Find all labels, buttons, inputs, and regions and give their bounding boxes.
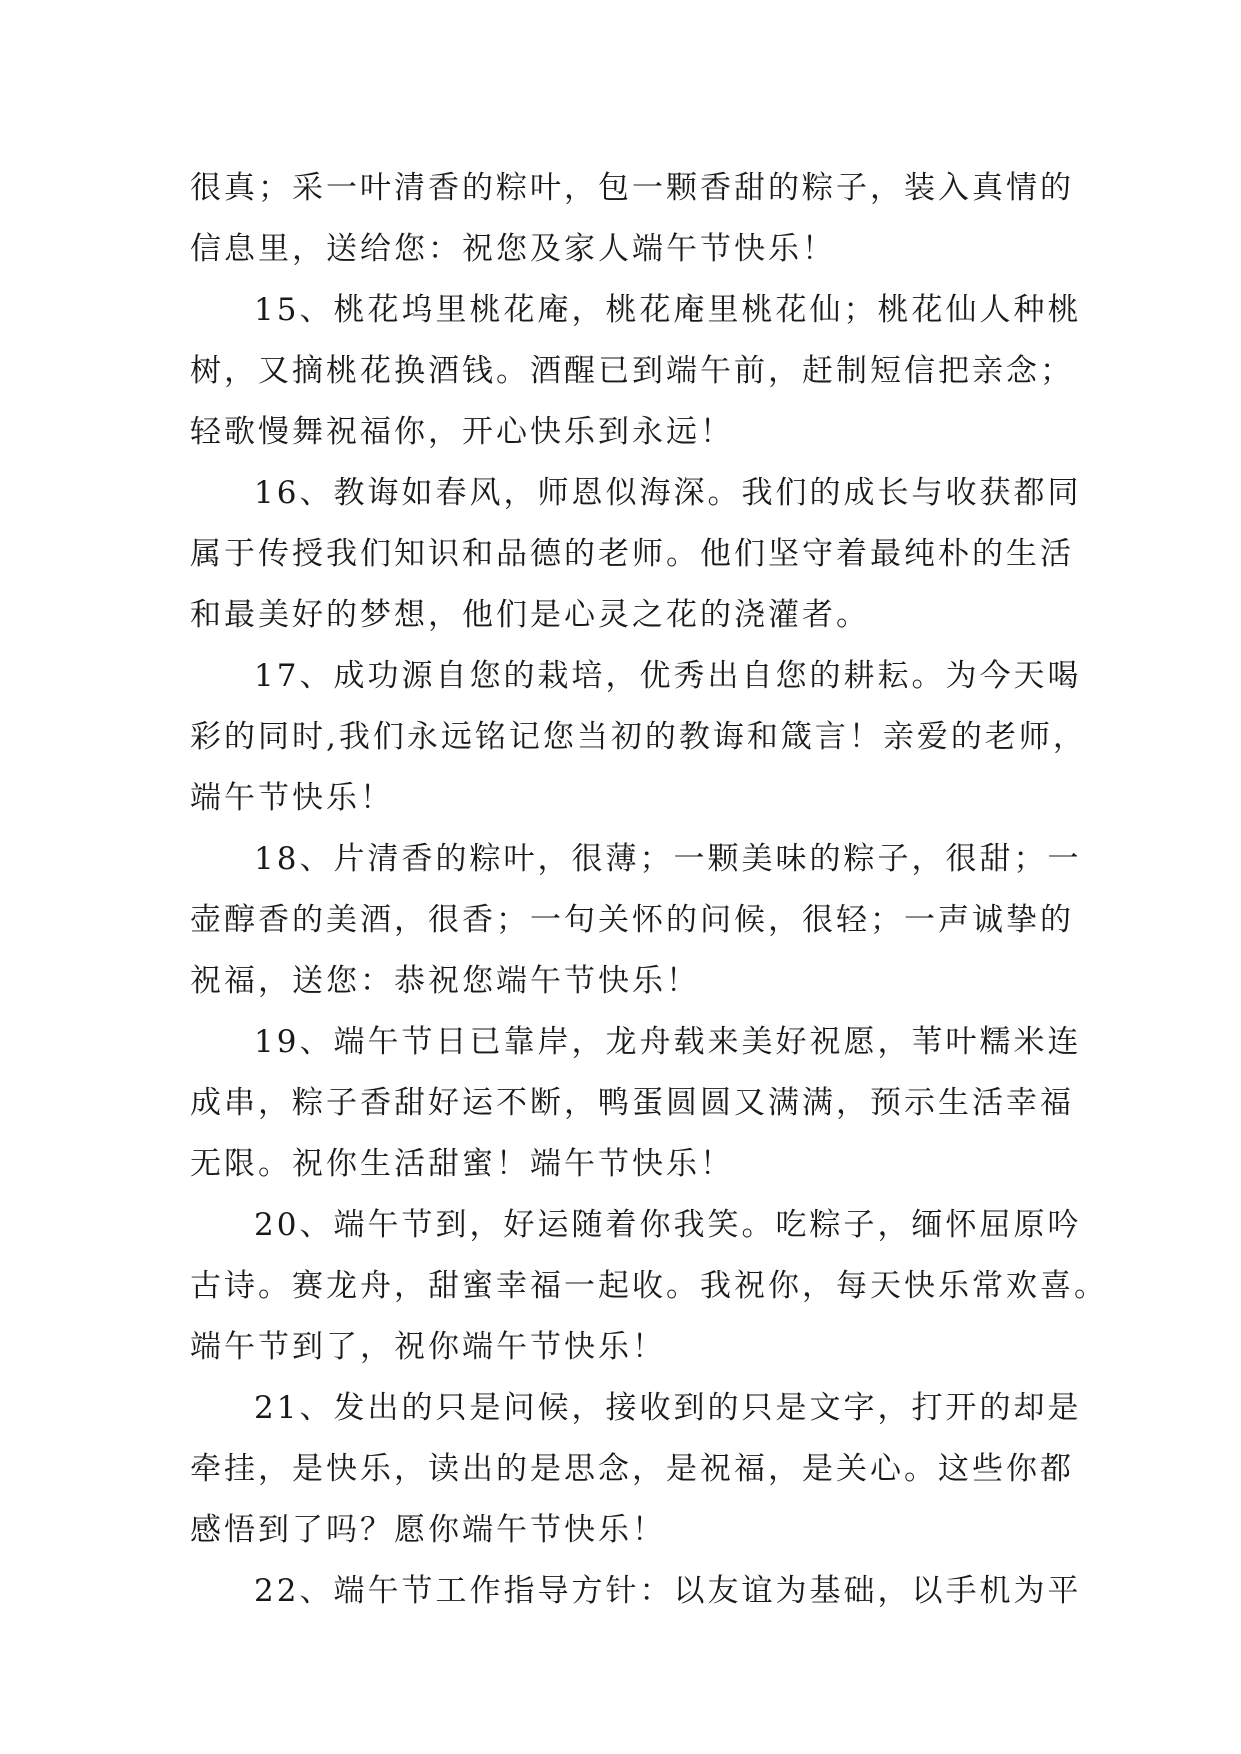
text-line: 15、桃花坞里桃花庵，桃花庵里桃花仙；桃花仙人种桃 [254,292,1082,328]
text-line: 22、端午节工作指导方针：以友谊为基础，以手机为平 [254,1573,1082,1609]
text-line: 牵挂，是快乐，读出的是思念，是祝福，是关心。这些你都 [190,1451,1074,1487]
text-line: 祝福，送您：恭祝您端午节快乐！ [190,963,700,999]
text-line: 和最美好的梦想，他们是心灵之花的浇灌者。 [190,597,870,633]
body-text [190,158,1108,1622]
text-line: 成串，粽子香甜好运不断，鸭蛋圆圆又满满，预示生活幸福 [190,1085,1074,1121]
text-line: 古诗。赛龙舟，甜蜜幸福一起收。我祝你，每天快乐常欢喜。 [190,1268,1108,1304]
text-line: 端午节快乐！ [190,780,394,816]
text-line: 17、成功源自您的栽培，优秀出自您的耕耘。为今天喝 [254,658,1082,694]
text-line: 端午节到了，祝你端午节快乐！ [190,1329,666,1365]
text-line: 树，又摘桃花换酒钱。酒醒已到端午前，赶制短信把亲念； [190,353,1074,389]
text-line: 壶醇香的美酒，很香；一句关怀的问候，很轻；一声诚挚的 [190,902,1074,938]
text-line: 21、发出的只是问候，接收到的只是文字，打开的却是 [254,1390,1082,1426]
text-line: 18、片清香的粽叶，很薄；一颗美味的粽子，很甜；一 [254,841,1082,877]
text-line: 彩的同时,我们永远铭记您当初的教诲和箴言！亲爱的老师， [190,719,1087,755]
text-line: 轻歌慢舞祝福你，开心快乐到永远！ [190,414,734,450]
text-line: 很真；采一叶清香的粽叶，包一颗香甜的粽子，装入真情的 [190,170,1074,206]
text-line: 无限。祝你生活甜蜜！端午节快乐！ [190,1146,734,1182]
text-line: 信息里，送给您：祝您及家人端午节快乐！ [190,231,836,267]
text-line: 16、教诲如春风，师恩似海深。我们的成长与收获都同 [254,475,1082,511]
text-line: 感悟到了吗？愿你端午节快乐！ [190,1512,666,1548]
text-line: 19、端午节日已靠岸，龙舟载来美好祝愿，苇叶糯米连 [254,1024,1082,1060]
text-line: 属于传授我们知识和品德的老师。他们坚守着最纯朴的生活 [190,536,1074,572]
text-line: 20、端午节到，好运随着你我笑。吃粽子，缅怀屈原吟 [254,1207,1082,1243]
